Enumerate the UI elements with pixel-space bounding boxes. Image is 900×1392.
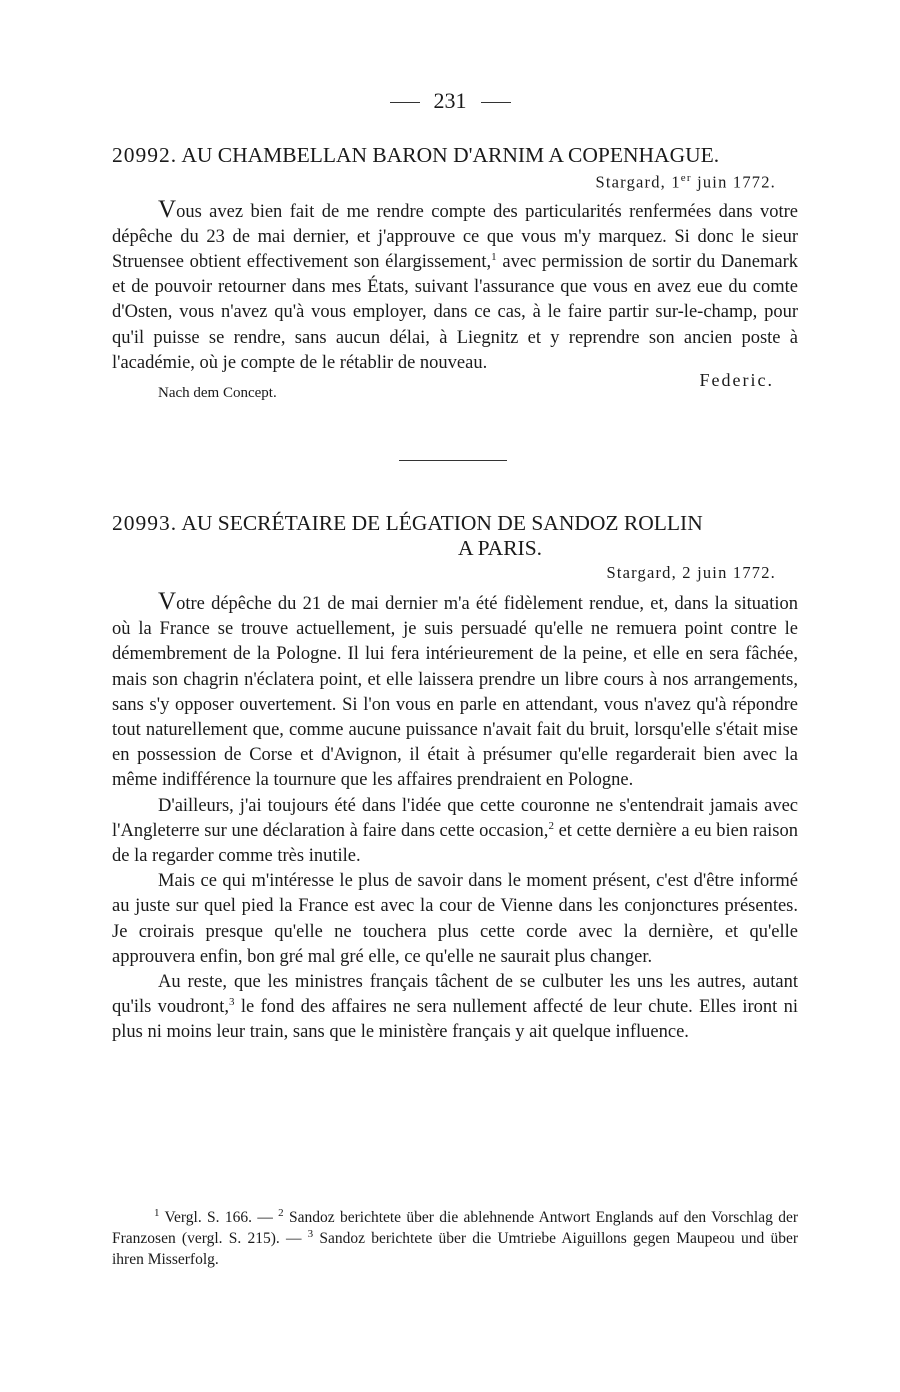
letter-20992 [112,143,798,402]
header-rule-right [481,102,511,103]
header-rule-left [390,102,420,103]
footnote-mark: 3 [307,1227,314,1240]
drop-cap: V [158,195,177,223]
footnote-text: Vergl. S. 166. — [159,1209,279,1226]
dateline [112,563,798,583]
footnote-mark: 2 [278,1206,284,1219]
footnote-reference: 2 [548,819,554,832]
date-place: Stargard, [606,563,677,582]
paragraph: Vous avez bien fait de me rendre compte des particularités renfermées dans votre dépêche du 23 de mai dernier, et j'approuve ce que vous m'y marquez. Si donc le sieur Struensee obtient effectivement son élargissement,$^1$ avec permission de sortir du Danemark et de pouvoir retourner dans mes États, suivant l'assurance que vous en avez eue du comte d'Osten, vous n'avez qu'à vous employer, dans ce cas, à le faire partir sur-le-champ, pour qu'il puisse se rendre, sans aucun délai, à Liegnitz et y reprendre son ancien poste à l'académie, où je compte de le rétablir de nouveau. [112,195,798,373]
letter-20993 [112,511,798,1046]
footnote-reference: 3 [229,996,235,1009]
letter-heading [112,143,798,168]
letter-body [112,589,798,1046]
letter-title: AU CHAMBELLAN BARON D'ARNIM A COPENHAGUE. [181,143,720,167]
letter-number: 20993. [112,511,178,535]
footnote-text: Sandoz berichtete über die ablehnende Antwort Englands auf den Vorschlag der Franzosen (vergl. S. 215). — [112,1209,798,1247]
section-divider [399,460,507,461]
footnote-reference: 1 [491,250,497,263]
date-ordinal: er [680,172,692,184]
signature: Federic. [699,369,774,390]
date-place: Stargard, [595,172,667,192]
date-value: 2 juin 1772. [682,563,776,582]
footnote-text: Sandoz berichtete über die Umtriebe Aiguillons gegen Maupeou und über ihren Misserfolg. [112,1230,798,1268]
letter-body [112,197,798,376]
footnote-mark: 1 [154,1206,160,1219]
page-header [0,88,900,114]
paragraph: Mais ce qui m'intéresse le plus de savoir dans le moment présent, c'est d'être informé au juste sur quel pied la France est avec la cour de Vienne dans les conjonctures présentes. Je croirais presque qu'elle ne touchera plus cette corde avec la dernière, et qu'elle approuvera enfin, bon gré mal gré elle, ce qu'elle ne saurait plus changer. [112,871,798,967]
drop-cap: V [158,588,177,615]
dateline [112,172,798,193]
paragraph: Votre dépêche du 21 de mai dernier m'a été fidèlement rendue, et, dans la situation où la France se trouve actuellement, je suis persuadé qu'elle ne remuera point contre le démembrement de la Pologne. Il lui fera intérieurement de la peine, et elle en sera fâchée, mais son chagrin n'éclatera point, et elle laissera prendre un libre cours à nos arrangements, sans s'y opposer ouvertement. Si l'on vous en parle en attendant, vous n'avez qu'à répondre tout naturellement que, comme aucune puissance n'avait fait du bruit, lorsqu'elle s'était mise en possession de Corse et d'Avignon, il était à présumer qu'elle regarderait bien avec la même indifférence la tournure que les affaires prendraient en Pologne. [112,588,798,791]
page-number: 231 [433,88,467,113]
letter-number: 20992. [112,143,178,167]
paragraph: D'ailleurs, j'ai toujours été dans l'idée que cette couronne ne s'entendrait jamais avec l'Angleterre sur une déclaration à faire dans cette occasion,$^2$ et cette dernière a eu bien raison de la regarder comme très inutile. [112,795,798,867]
source-note: Nach dem Concept. [158,384,277,401]
letter-title-line2: A PARIS. [457,536,543,560]
letter-title: AU SECRÉTAIRE DE LÉGATION DE SANDOZ ROLLIN [181,511,703,535]
date-rest: juin 1772. [691,172,776,192]
letter-heading [112,511,798,561]
paragraph: Au reste, que les ministres français tâchent de se culbuter les uns les autres, autant qu'ils voudront,$^3$ le fond des affaires ne sera nullement affecté de leur chute. Elles iront ni plus ni moins leur train, sans que le ministère français y ait quelque influence. [112,972,798,1043]
footnotes [112,1207,798,1270]
date-day: 1 [671,172,681,192]
